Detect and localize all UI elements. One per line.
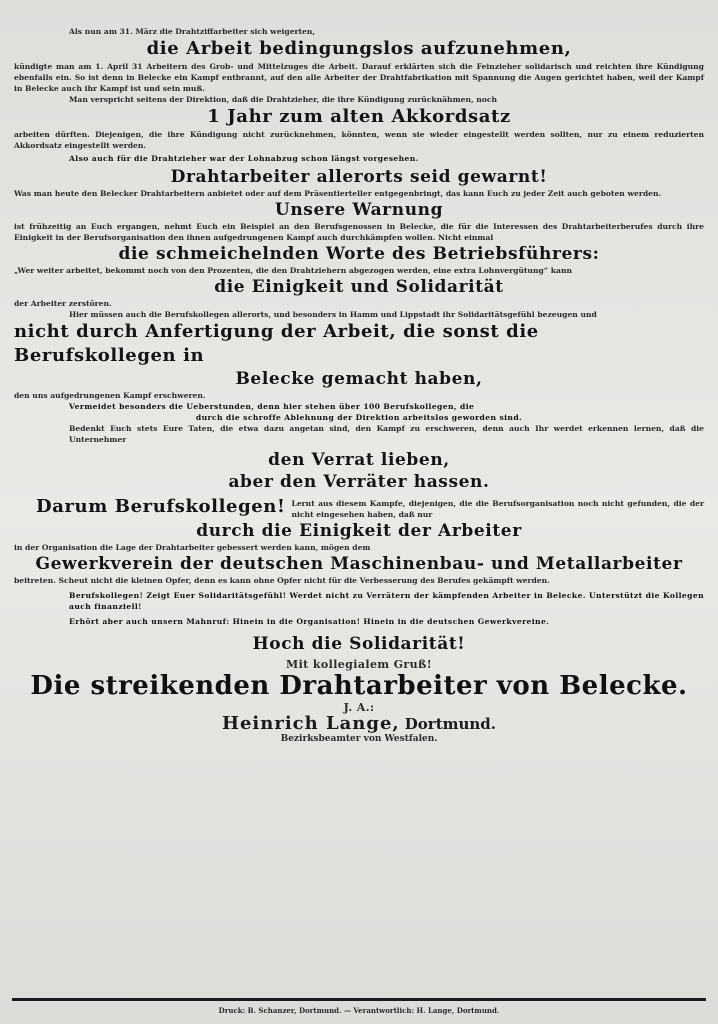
signer-title: Bezirksbeamter von Westfalen. — [280, 734, 438, 744]
headline-warnung: Unsere Warnung — [274, 200, 444, 220]
signature: Die streikenden Drahtarbeiter von Belecke. — [30, 671, 688, 701]
paragraph-lernt: Lernt aus diesem Kampfe, diejenigen, die die Berufsorganisation noch nicht gefunden, die der nicht eingesehen haben, daß nur — [291, 499, 704, 519]
paragraph-taten: Bedenkt Euch stets Eure Taten, die etwa dazu angetan sind, den Kampf zu erschweren, denn auch Ihr werdet erkennen lernen, daß die Unternehmer — [69, 424, 704, 444]
paragraph-angebot: Was man heute den Belecker Drahtarbeitern anbietet oder auf dem Präsentierteller entgegenbringt, das kann Euch zu jeder Zeit auch geboten werden. — [14, 189, 662, 198]
paragraph-arbeitslos: durch die schroffe Ablehnung der Direktion arbeitslos geworden sind. — [195, 413, 523, 422]
headline-anfertigung: nicht durch Anfertigung der Arbeit, die sonst die Berufskollegen in — [14, 321, 539, 366]
paragraph-versprechen: Man verspricht seitens der Direktion, daß die Drahtzieher, die ihre Kündigung zurücknähmen, noch — [69, 95, 497, 104]
headline-einigkeit-arbeiter: durch die Einigkeit der Arbeiter — [196, 521, 522, 541]
paragraph-kuendigung: kündigte man am 1. April 31 Arbeitern des Grob- und Mittelzuges die Arbeit. Darauf erklärten sich die Feinzieher solidarisch und reichten ihre Kündigung ebenfalls ein. So ist denn in Belecke ein Kampf entbrannt, auf den alle Arbeiter der Drahtfabrikation mit Spannung die Augen gerichtet haben, weil der Kampf in Belecke auch ihr Kampf ist und sein muß. — [14, 62, 704, 93]
headline-berufskollegen: Darum Berufskollegen! — [36, 496, 286, 517]
paragraph-lohnabzug: Also auch für die Drahtzieher war der Lohnabzug schon längst vorgesehen. — [69, 154, 419, 163]
paragraph-hamm: Hier müssen auch die Berufskollegen allerorts, und besonders in Hamm und Lippstadt ihr Solidaritätsgefühl bezeugen und — [69, 310, 597, 319]
paragraph-opfer: beitreten. Scheut nicht die kleinen Opfer, denn es kann ohne Opfer nicht für die Verbesserung des Berufes gekämpft werden. — [14, 576, 550, 585]
headline-hoch: Hoch die Solidarität! — [252, 634, 466, 654]
signer-name: Heinrich Lange, — [221, 713, 400, 734]
intro-text: Als nun am 31. März die Drahtziffarbeiter sich weigerten, — [69, 27, 316, 36]
headline-akkordsatz: 1 Jahr zum alten Akkordsatz — [207, 106, 511, 127]
headline-arbeit: die Arbeit bedingungslos aufzunehmen, — [146, 38, 572, 59]
headline-verrat: den Verrat lieben, — [268, 450, 450, 470]
paragraph-erschweren: den uns aufgedrungenen Kampf erschweren. — [14, 391, 206, 400]
headline-belecke: Belecke gemacht haben, — [235, 369, 483, 389]
paragraph-akkord: arbeiten dürften. Diejenigen, die ihre Kündigung nicht zurücknehmen, könnten, wenn sie wieder eingestellt werden sollten, nur zu einem reduzierten Akkordsatz eingestellt werden. — [14, 130, 704, 150]
headline-gewarnt: Drahtarbeiter allerorts seid gewarnt! — [170, 167, 548, 187]
paragraph-mahnruf: Erhört aber auch unsern Mahnruf: Hinein in die Organisation! Hinein in die deutschen Gewerkvereine. — [69, 617, 550, 626]
headline-gewerkverein: Gewerkverein der deutschen Maschinenbau- und Metallarbeiter — [35, 554, 683, 574]
paragraph-warnung: ist frühzeitig an Euch ergangen, nehmt Euch ein Beispiel an den Berufsgenossen in Belecke, die für die Interessen des Drahtarbeiterberufes durch ihre Einigkeit in der Berufsorganisation den ihnen aufgedrungenen Kampf auch durchkämpfen wollen. Nicht einmal — [14, 222, 704, 242]
ia-label: J. A.: — [343, 701, 375, 714]
headline-einigkeit: die Einigkeit und Solidarität — [214, 277, 504, 297]
headline-betriebsfuehrer: die schmeichelnden Worte des Betriebsführers: — [118, 244, 600, 264]
printer-footer: Druck: B. Schanzer, Dortmund. — Verantwortlich: H. Lange, Dortmund. — [218, 1006, 500, 1015]
footer-rule — [12, 998, 706, 1001]
headline-verraeter: aber den Verräter hassen. — [228, 472, 490, 492]
paragraph-zitat: „Wer weiter arbeitet, bekommt noch von den Prozenten, die den Drahtziehern abgezogen werden, eine extra Lohnvergütung“ kann — [14, 266, 573, 275]
signer-city: Dortmund. — [404, 715, 497, 733]
paragraph-solidaritaet: Berufskollegen! Zeigt Euer Solidaritätsgefühl! Werdet nicht zu Verrätern der kämpfenden Arbeiter in Belecke. Unterstützt die Kollegen auch finanziell! — [69, 591, 704, 611]
berufskollegen-row — [14, 495, 704, 520]
paragraph-ueberstunden: Vermeidet besonders die Ueberstunden, denn hier stehen über 100 Berufskollegen, die — [69, 402, 475, 411]
paragraph-organisation: in der Organisation die Lage der Drahtarbeiter gebessert werden kann, mögen dem — [14, 543, 371, 552]
paragraph-zerstoeren: der Arbeiter zerstören. — [14, 299, 112, 308]
signer-line — [14, 713, 704, 734]
greeting: Mit kollegialem Gruß! — [286, 658, 432, 671]
